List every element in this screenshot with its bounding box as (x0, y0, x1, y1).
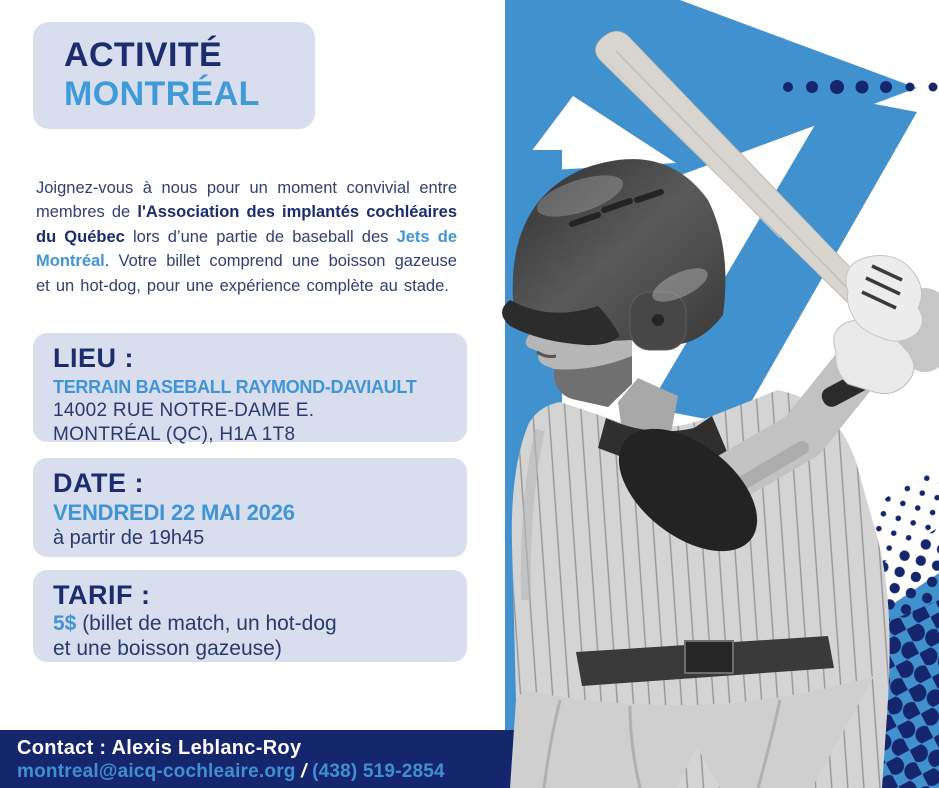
price-details-1: (billet de match, un hot-dog (76, 612, 337, 635)
event-date: VENDREDI 22 MAI 2026 (53, 500, 295, 525)
event-time: à partir de 19h45 (53, 527, 205, 549)
contact-name: Contact : Alexis Leblanc-Roy (17, 737, 302, 759)
address-line-2: MONTRÉAL (QC), H1A 1T8 (53, 424, 296, 445)
price-line-1 (53, 611, 447, 636)
baseball-player-artwork (480, 0, 939, 788)
date-label: DATE : (53, 468, 144, 498)
title-line-1: ACTIVITÉ (64, 36, 223, 74)
price-line-2: et une boisson gazeuse) (53, 637, 282, 660)
intro-segment: lors d’une partie de baseball des (124, 227, 397, 246)
address-line-1: 14002 RUE NOTRE-DAME E. (53, 400, 315, 421)
price-value: 5$ (53, 612, 77, 635)
title-badge (33, 22, 315, 129)
intro-paragraph (36, 176, 457, 299)
association-name: l'Association des implantés cochléaires du Québec (36, 203, 457, 246)
date-panel (33, 458, 467, 557)
title-line-2: MONTRÉAL (64, 74, 260, 113)
price-label: TARIF : (53, 580, 151, 610)
email-link[interactable]: montreal@aicq-cochleaire.org (17, 761, 296, 782)
price-panel (33, 570, 467, 662)
baseball-player-figure (502, 159, 939, 788)
team-name: Jets de Montréal (36, 227, 457, 270)
venue-name: TERRAIN BASEBALL RAYMOND-DAVIAULT (53, 377, 417, 397)
location-label: LIEU : (53, 343, 134, 373)
phone-link[interactable]: (438) 519-2854 (312, 761, 445, 782)
separator-slash: / (301, 761, 307, 782)
intro-segment: Joignez-vous à nous pour un moment convivial entre membres de (36, 178, 457, 221)
intro-segment: . Votre billet comprend une boisson gazeuse et un hot-dog, pour une expérience complète au stade. (36, 252, 457, 295)
location-panel (33, 333, 467, 445)
